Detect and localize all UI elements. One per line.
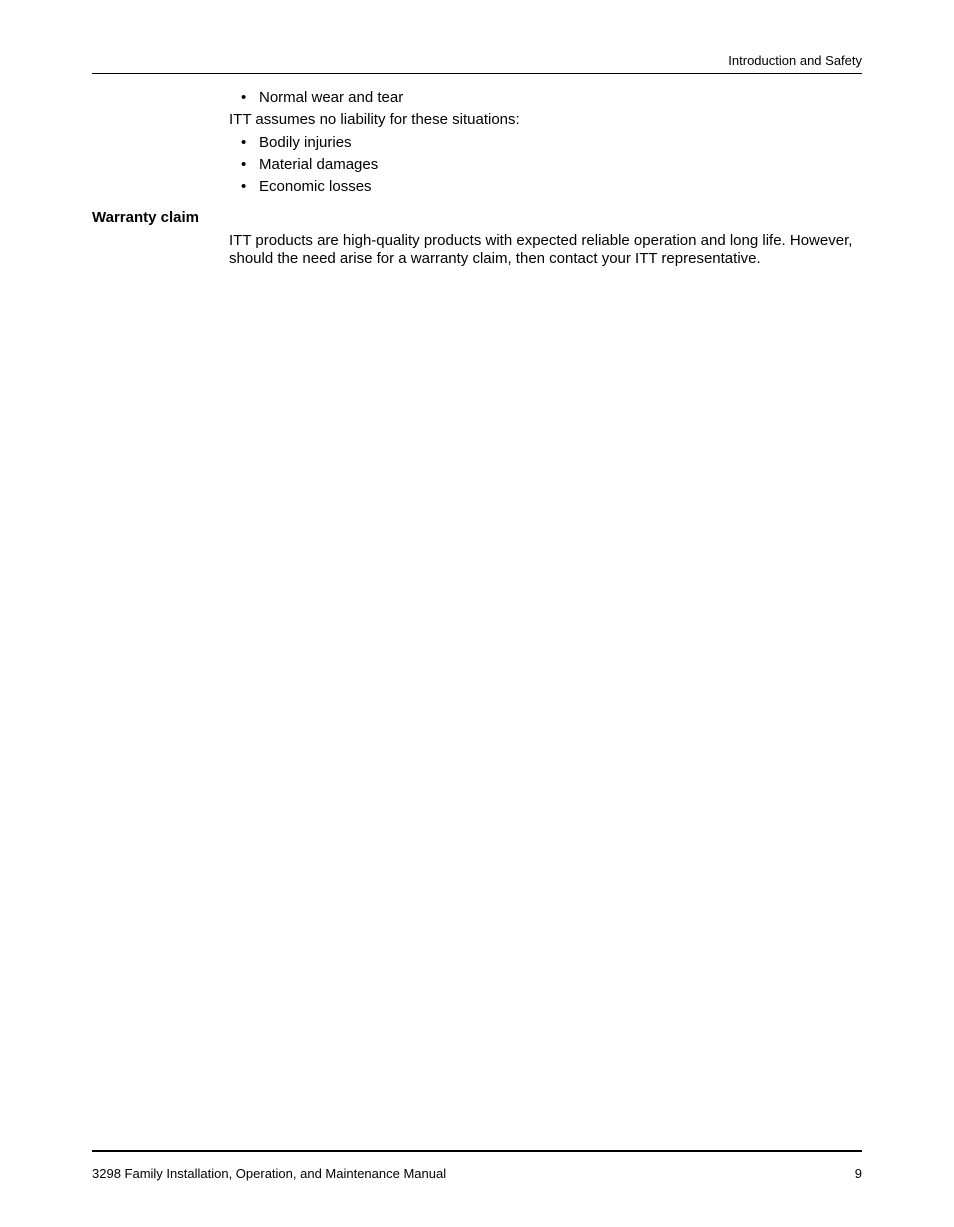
list-item [229,89,862,111]
bullet-icon: • [241,134,247,151]
footer-divider [92,1150,862,1152]
bullet-icon: • [241,89,247,106]
warranty-claim-heading: Warranty claim [92,209,199,226]
running-header: Introduction and Safety [728,53,862,68]
bullet-icon: • [241,178,247,195]
bullet-icon: • [241,156,247,173]
exclusions-list [229,89,862,111]
warranty-claim-paragraph: ITT products are high-quality products with expected reliable operation and long life. However, should the need arise for a warranty claim, then contact your ITT representative. [229,232,853,267]
list-item-text: Economic losses [259,178,372,195]
list-item [229,156,862,178]
footer-manual-title: 3298 Family Installation, Operation, and Maintenance Manual [92,1166,447,1181]
list-item-text: Material damages [259,156,379,173]
page-number: 9 [854,1166,862,1181]
liability-list [229,134,862,200]
header-divider [92,73,862,74]
list-item-text: Normal wear and tear [259,89,404,106]
list-item [229,178,862,200]
list-item [229,134,862,156]
list-item-text: Bodily injuries [259,134,352,151]
liability-intro: ITT assumes no liability for these situations: [229,111,520,128]
